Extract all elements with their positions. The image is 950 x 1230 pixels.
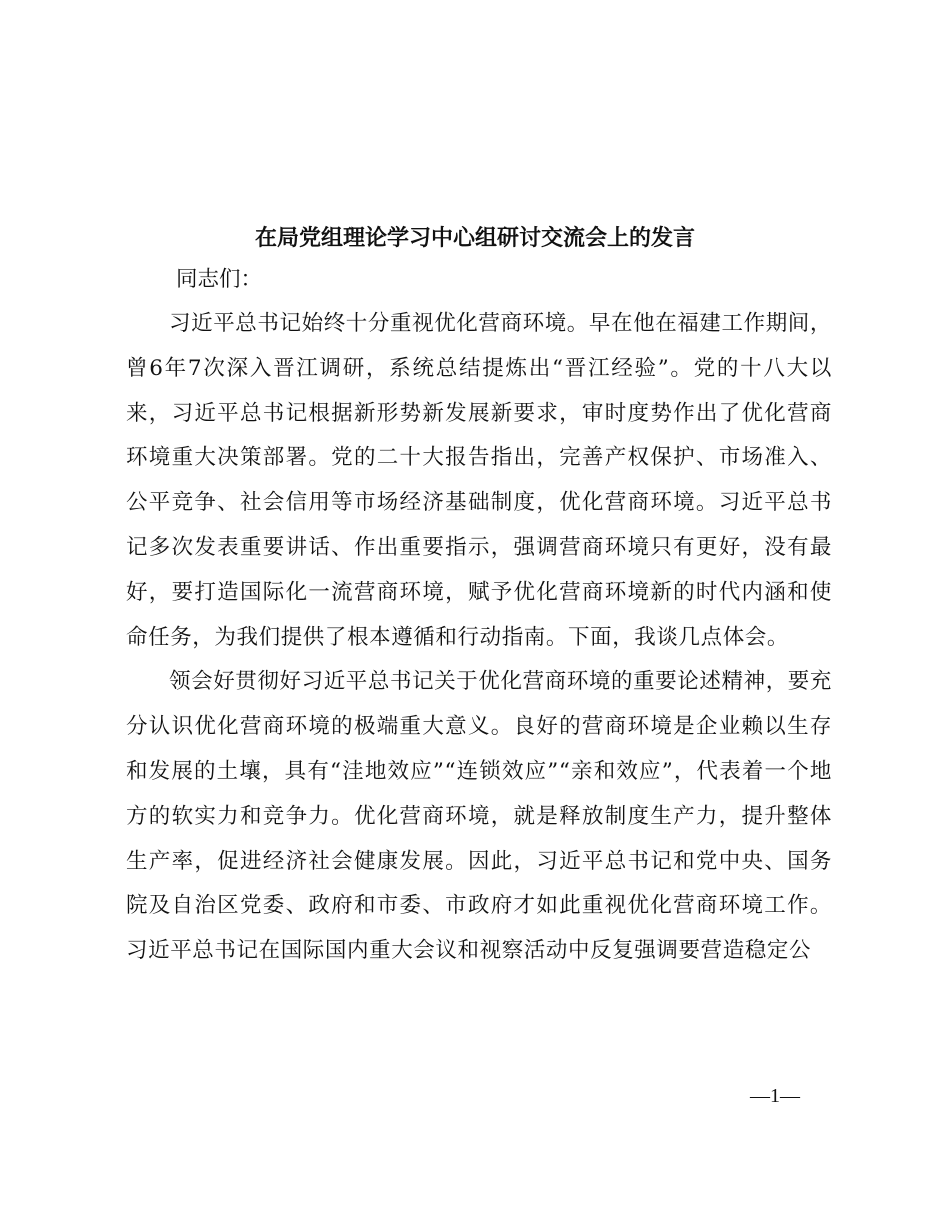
document-title: 在局党组理论学习中心组研讨交流会上的发言 <box>254 225 695 251</box>
paragraph-2: 领会好贯彻好习近平总书记关于优化营商环境的重要论述精神，要充分认识优化营商环境的极端重大意义。良好的营商环境是企业赖以生存和发展的土壤，具有“洼地效应”“连锁效应”“亲和效应”，代表着一个地方的软实力和竞争力。优化营商环境，就是释放制度生产力，提升整体生产率，促进经济社会健康发展。因此，习近平总书记和党中央、国务院及自治区党委、政府和市委、市政府才如此重视优化营商环境工作。习近平总书记在国际国内重大会议和视察活动中反复强调要营造稳定公 <box>126 669 833 964</box>
page-number: —1— <box>750 1085 800 1107</box>
salutation: 同志们： <box>176 267 263 292</box>
document-body <box>126 302 832 974</box>
paragraph-1: 习近平总书记始终十分重视优化营商环境。早在他在福建工作期间，曾6年7次深入晋江调研，系统总结提炼出“晋江经验”。党的十八大以来，习近平总书记根据新形势新发展新要求，审时度势作出了优化营商环境重大决策部署。党的二十大报告指出，完善产权保护、市场准入、公平竞争、社会信用等市场经济基础制度，优化营商环境。习近平总书记多次发表重要讲话、作出重要指示，强调营商环境只有更好，没有最好，要打造国际化一流营商环境，赋予优化营商环境新的时代内涵和使命任务，为我们提供了根本遵循和行动指南。下面，我谈几点体会。 <box>126 311 833 650</box>
